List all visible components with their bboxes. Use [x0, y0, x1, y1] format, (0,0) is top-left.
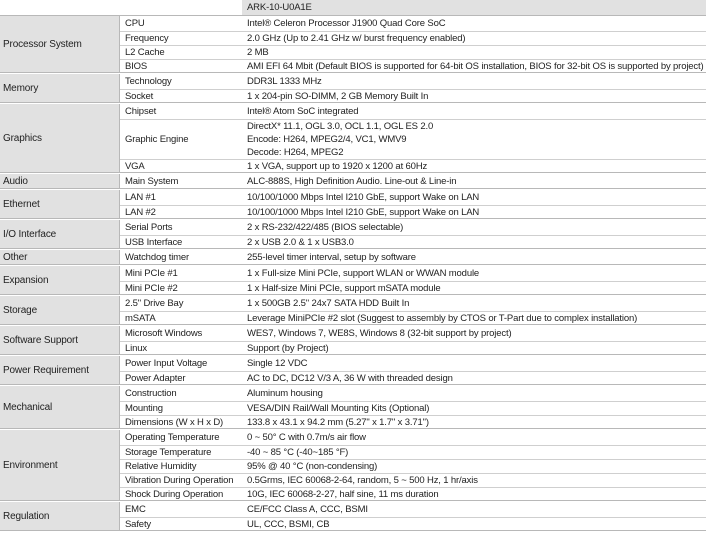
- spec-row: [120, 431, 706, 444]
- spec-value-line: 10G, IEC 60068-2-27, half sine, 11 ms duration: [247, 489, 439, 500]
- category-label: Environment: [0, 430, 120, 500]
- spec-label: Serial Ports: [125, 222, 173, 233]
- spec-value: [247, 90, 706, 103]
- spec-value-line: ALC-888S, High Definition Audio. Line-out & Line-in: [247, 176, 457, 187]
- spec-group: [0, 386, 706, 429]
- spec-value-line: 1 x Half-size Mini PCIe, support mSATA module: [247, 283, 441, 294]
- spec-group: [0, 430, 706, 501]
- spec-label: Vibration During Operation: [125, 475, 234, 486]
- spec-value-line: -40 ~ 85 °C (-40~185 °F): [247, 447, 349, 458]
- spec-value: [247, 75, 706, 88]
- spec-value-line: 133.8 x 43.1 x 94.2 mm (5.27" x 1.7" x 3.71"): [247, 417, 429, 428]
- spec-value: [247, 191, 706, 204]
- spec-row: [120, 503, 706, 516]
- spec-group: [0, 296, 706, 325]
- spec-label: Chipset: [125, 106, 157, 117]
- spec-value: [247, 236, 706, 249]
- spec-label: Mounting: [125, 403, 163, 414]
- spec-value: [247, 60, 706, 73]
- spec-label: Frequency: [125, 33, 169, 44]
- spec-value: [247, 267, 706, 280]
- spec-row: [120, 221, 706, 234]
- spec-value-line: WES7, Windows 7, WE8S, Windows 8 (32-bit support by project): [247, 328, 512, 339]
- spec-label: Storage Temperature: [125, 447, 212, 458]
- spec-label: Linux: [125, 343, 147, 354]
- spec-value-line: 2.0 GHz (Up to 2.41 GHz w/ burst frequency enabled): [247, 33, 466, 44]
- spec-value: [247, 105, 706, 118]
- spec-value-line: Encode: H264, MPEG2/4, VC1, WMV9: [247, 134, 407, 145]
- spec-value-line: UL, CCC, BSMI, CB: [247, 519, 330, 530]
- spec-label: Microsoft Windows: [125, 328, 203, 339]
- spec-value: [247, 312, 706, 325]
- spec-value: [247, 32, 706, 45]
- spec-label: Mini PCIe #2: [125, 283, 178, 294]
- spec-group: [0, 174, 706, 189]
- spec-group: [0, 190, 706, 219]
- spec-value-line: Support (by Project): [247, 343, 329, 354]
- spec-value: [247, 402, 706, 415]
- spec-row: [120, 75, 706, 88]
- spec-group: [0, 250, 706, 265]
- category-label: Storage: [0, 296, 120, 324]
- spec-row: [120, 341, 706, 355]
- spec-value: [247, 17, 706, 30]
- spec-label: LAN #2: [125, 207, 156, 218]
- model-title: ARK-10-U0A1E: [242, 0, 706, 15]
- spec-row: [120, 105, 706, 118]
- spec-value-line: CE/FCC Class A, CCC, BSMI: [247, 504, 368, 515]
- spec-value-line: 1 x VGA, support up to 1920 x 1200 at 60Hz: [247, 161, 428, 172]
- spec-value: [247, 518, 706, 531]
- spec-label: EMC: [125, 504, 146, 515]
- spec-value-line: Intel® Atom SoC integrated: [247, 106, 359, 117]
- spec-value: [247, 175, 706, 188]
- spec-row: [120, 59, 706, 73]
- spec-value-line: AMI EFI 64 Mbit (Default BIOS is supported for 64-bit OS installation, BIOS for 32-bit OS is supported by project): [247, 61, 704, 72]
- category-label: Mechanical: [0, 386, 120, 428]
- spec-row: [120, 415, 706, 429]
- spec-row: [120, 473, 706, 487]
- category-label: Memory: [0, 74, 120, 102]
- spec-value-line: Leverage MiniPCIe #2 slot (Suggest to assembly by CTOS or T-Part due to complex installation): [247, 313, 638, 324]
- spec-row: [120, 401, 706, 415]
- category-label: Graphics: [0, 104, 120, 172]
- spec-value-line: DDR3L 1333 MHz: [247, 76, 322, 87]
- spec-label: L2 Cache: [125, 47, 165, 58]
- spec-group: [0, 502, 706, 531]
- spec-value: [247, 342, 706, 355]
- spec-row: [120, 387, 706, 400]
- spec-row: [120, 17, 706, 30]
- spec-value-line: 0 ~ 50° C with 0.7m/s air flow: [247, 432, 366, 443]
- category-label: Power Requirement: [0, 356, 120, 384]
- spec-value-line: 2 x USB 2.0 & 1 x USB3.0: [247, 237, 354, 248]
- spec-label: BIOS: [125, 61, 148, 72]
- spec-group: [0, 356, 706, 385]
- spec-value: [247, 416, 706, 429]
- spec-row: [120, 281, 706, 295]
- spec-label: Safety: [125, 519, 152, 530]
- spec-row: [120, 235, 706, 249]
- spec-value-line: 95% @ 40 °C (non-condensing): [247, 461, 378, 472]
- spec-value-line: 10/100/1000 Mbps Intel I210 GbE, support Wake on LAN: [247, 207, 480, 218]
- spec-value: [247, 282, 706, 295]
- category-label: Processor System: [0, 16, 120, 72]
- spec-row: [120, 445, 706, 459]
- spec-label: Construction: [125, 388, 177, 399]
- spec-label: 2.5" Drive Bay: [125, 298, 184, 309]
- spec-value: [247, 474, 706, 487]
- spec-value: [247, 503, 706, 516]
- spec-value-line: 1 x Full-size Mini PCIe, support WLAN or WWAN module: [247, 268, 480, 279]
- spec-row: [120, 191, 706, 204]
- spec-value-line: 10/100/1000 Mbps Intel I210 GbE, support Wake on LAN: [247, 192, 480, 203]
- spec-value: [247, 46, 706, 59]
- category-label: Expansion: [0, 266, 120, 294]
- spec-value: [247, 488, 706, 501]
- spec-group: [0, 104, 706, 173]
- spec-value: [247, 251, 706, 264]
- spec-row: [120, 459, 706, 473]
- spec-label: Main System: [125, 176, 179, 187]
- spec-label: VGA: [125, 161, 145, 172]
- spec-label: Power Adapter: [125, 373, 186, 384]
- category-label: Audio: [0, 174, 120, 188]
- spec-label: Relative Humidity: [125, 461, 197, 472]
- spec-row: [120, 371, 706, 385]
- spec-group: [0, 266, 706, 295]
- spec-group: [0, 16, 706, 73]
- spec-row: [120, 517, 706, 531]
- spec-row: [120, 311, 706, 325]
- spec-value-line: 255-level timer interval, setup by software: [247, 252, 416, 263]
- category-label: Ethernet: [0, 190, 120, 218]
- spec-value: [247, 327, 706, 340]
- spec-value: [247, 297, 706, 310]
- spec-value: [247, 221, 706, 234]
- spec-row: [120, 205, 706, 219]
- category-label: I/O Interface: [0, 220, 120, 248]
- spec-label: USB Interface: [125, 237, 183, 248]
- spec-value-line: Intel® Celeron Processor J1900 Quad Core SoC: [247, 18, 446, 29]
- spec-row: [120, 31, 706, 45]
- spec-label: Graphic Engine: [125, 134, 189, 145]
- spec-value-line: AC to DC, DC12 V/3 A, 36 W with threaded design: [247, 373, 453, 384]
- spec-row: [120, 175, 706, 188]
- spec-value: [247, 446, 706, 459]
- spec-value-line: Single 12 VDC: [247, 358, 308, 369]
- spec-value: [247, 120, 706, 159]
- spec-value-line: 2 x RS-232/422/485 (BIOS selectable): [247, 222, 404, 233]
- spec-value-line: VESA/DIN Rail/Wall Mounting Kits (Optional): [247, 403, 430, 414]
- spec-value-line: Decode: H264, MPEG2: [247, 147, 344, 158]
- spec-value: [247, 387, 706, 400]
- spec-value-line: 2 MB: [247, 47, 269, 58]
- spec-value-line: Aluminum housing: [247, 388, 323, 399]
- spec-label: mSATA: [125, 313, 156, 324]
- spec-value-line: DirectX* 11.1, OGL 3.0, OCL 1.1, OGL ES 2.0: [247, 121, 434, 132]
- spec-value: [247, 460, 706, 473]
- spec-group: [0, 220, 706, 249]
- spec-group: [0, 326, 706, 355]
- spec-label: Mini PCIe #1: [125, 268, 178, 279]
- spec-value: [247, 206, 706, 219]
- spec-row: [120, 251, 706, 264]
- spec-value-line: 0.5Grms, IEC 60068-2-64, random, 5 ~ 500 Hz, 1 hr/axis: [247, 475, 478, 486]
- spec-value-line: 1 x 204-pin SO-DIMM, 2 GB Memory Built In: [247, 91, 429, 102]
- spec-label: Dimensions (W x H x D): [125, 417, 224, 428]
- spec-label: CPU: [125, 18, 145, 29]
- category-label: Software Support: [0, 326, 120, 354]
- spec-row: [120, 357, 706, 370]
- spec-value: [247, 372, 706, 385]
- spec-value: [247, 160, 706, 173]
- header-row: [0, 0, 706, 16]
- spec-row: [120, 487, 706, 501]
- spec-row: [120, 297, 706, 310]
- spec-value: [247, 357, 706, 370]
- spec-label: Operating Temperature: [125, 432, 220, 443]
- spec-row: [120, 327, 706, 340]
- spec-label: Socket: [125, 91, 154, 102]
- spec-row: [120, 119, 706, 159]
- spec-label: Watchdog timer: [125, 252, 190, 263]
- spec-value: [247, 431, 706, 444]
- spec-row: [120, 89, 706, 103]
- category-label: Other: [0, 250, 120, 264]
- spec-row: [120, 45, 706, 59]
- spec-group: [0, 74, 706, 103]
- spec-value-line: 1 x 500GB 2.5" 24x7 SATA HDD Built In: [247, 298, 410, 309]
- spec-row: [120, 159, 706, 173]
- spec-label: LAN #1: [125, 192, 156, 203]
- spec-label: Technology: [125, 76, 172, 87]
- category-label: Regulation: [0, 502, 120, 530]
- spec-label: Shock During Operation: [125, 489, 224, 500]
- spec-row: [120, 267, 706, 280]
- spec-label: Power Input Voltage: [125, 358, 208, 369]
